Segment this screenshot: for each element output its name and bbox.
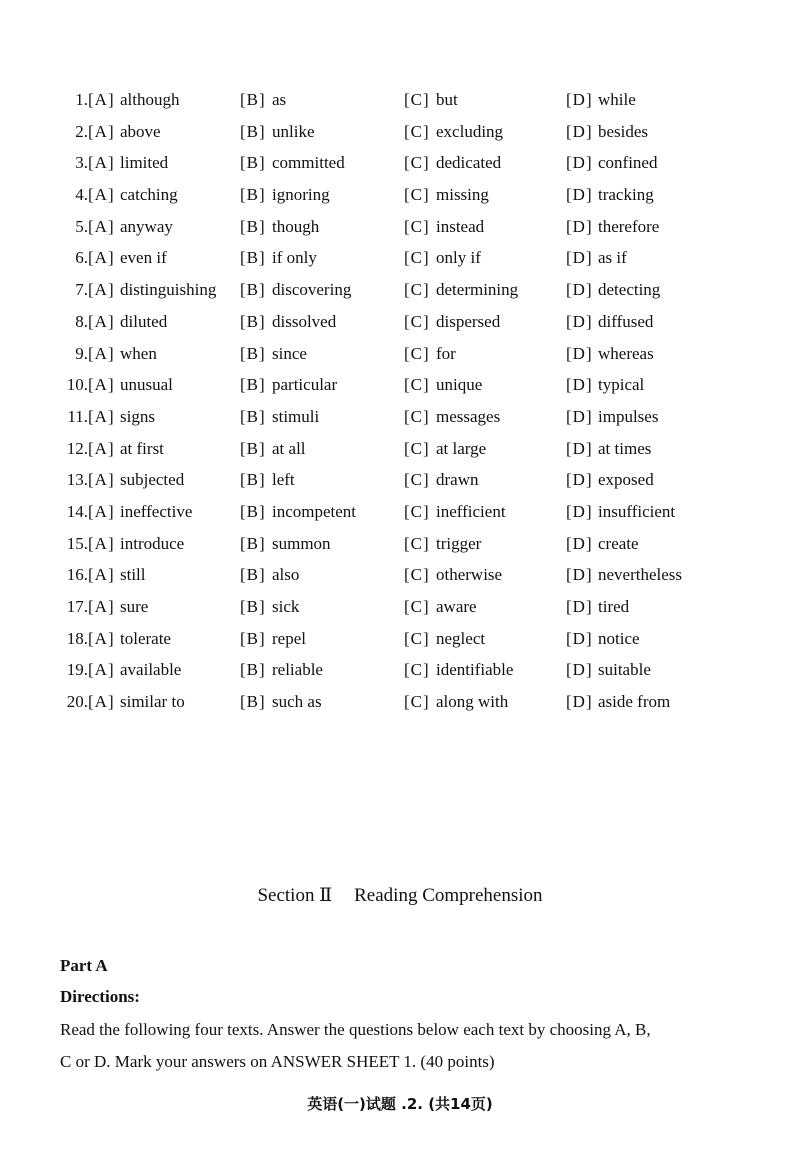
option-text: dedicated: [436, 153, 502, 173]
option-b: [240, 466, 295, 494]
option-c: [404, 625, 485, 653]
option-d: [566, 340, 654, 368]
option-text: dispersed: [436, 311, 501, 331]
option-letter: [B]: [240, 660, 266, 680]
option-a: [88, 403, 155, 431]
option-text: subjected: [120, 470, 185, 490]
question-number: 20.: [66, 692, 88, 712]
option-d: [566, 656, 651, 684]
option-c: [404, 593, 477, 621]
option-text: identifiable: [436, 660, 514, 680]
option-text: suitable: [598, 660, 651, 680]
question-row: [58, 688, 758, 720]
option-letter: [D]: [566, 216, 593, 236]
option-letter: [C]: [404, 406, 430, 426]
question-number: 4.: [75, 185, 88, 205]
option-a: [88, 625, 171, 653]
option-text: nevertheless: [598, 565, 683, 585]
option-letter: [D]: [566, 660, 593, 680]
option-a: [88, 86, 180, 114]
option-text: sick: [272, 597, 300, 616]
option-text: stimuli: [272, 406, 320, 426]
option-letter: [D]: [566, 280, 593, 300]
option-text: diluted: [120, 311, 168, 331]
option-b: [240, 561, 299, 589]
option-c: [404, 149, 501, 177]
option-letter: [C]: [404, 153, 430, 173]
option-text: at all: [272, 438, 306, 458]
option-a: [88, 308, 167, 336]
option-letter: [A]: [88, 311, 115, 331]
option-letter: [A]: [88, 628, 115, 648]
option-letter: [A]: [88, 248, 115, 268]
question-number: 18.: [66, 628, 88, 648]
option-d: [566, 308, 653, 336]
option-a: [88, 530, 184, 558]
question-row: [58, 656, 758, 688]
section-title: Reading Comprehension: [354, 885, 543, 906]
option-letter: [A]: [88, 280, 115, 300]
option-c: [404, 276, 518, 304]
question-row: [58, 118, 758, 150]
option-letter: [D]: [566, 406, 593, 426]
option-a: [88, 561, 146, 589]
option-text: create: [598, 533, 639, 553]
option-letter: [D]: [566, 121, 593, 141]
option-a: [88, 276, 216, 304]
question-row: [58, 561, 758, 593]
option-letter: [A]: [88, 565, 115, 585]
option-text: unusual: [120, 375, 173, 395]
question-row: [58, 371, 758, 403]
option-text: anyway: [120, 216, 173, 236]
question-number: 14.: [66, 501, 88, 521]
option-letter: [D]: [566, 692, 593, 712]
option-text: instead: [436, 216, 485, 236]
option-text: above: [120, 121, 161, 141]
option-text: also: [272, 565, 300, 585]
option-c: [404, 530, 481, 558]
option-letter: [D]: [566, 470, 593, 490]
option-text: available: [120, 660, 182, 680]
option-letter: [B]: [240, 121, 266, 141]
option-text: at times: [598, 438, 652, 458]
option-b: [240, 213, 319, 241]
option-c: [404, 435, 486, 463]
option-letter: [D]: [566, 153, 593, 173]
option-letter: [C]: [404, 628, 430, 648]
option-letter: [B]: [240, 375, 266, 395]
option-text: neglect: [436, 628, 486, 648]
option-letter: [D]: [566, 311, 593, 331]
question-row: [58, 340, 758, 372]
option-c: [404, 181, 489, 209]
option-text: signs: [120, 406, 155, 426]
option-text: but: [436, 90, 458, 109]
option-letter: [B]: [240, 533, 266, 553]
option-c: [404, 403, 500, 431]
option-letter: [B]: [240, 470, 266, 490]
option-c: [404, 213, 484, 241]
option-letter: [C]: [404, 533, 430, 553]
option-letter: [D]: [566, 343, 593, 363]
option-text: inefficient: [436, 501, 506, 521]
option-letter: [B]: [240, 343, 266, 363]
option-letter: [D]: [566, 438, 593, 458]
option-letter: [D]: [566, 597, 593, 616]
option-text: when: [120, 343, 157, 363]
option-c: [404, 308, 500, 336]
option-b: [240, 688, 322, 716]
section-number: Section Ⅱ: [257, 885, 333, 906]
question-number: 8.: [75, 311, 88, 331]
option-text: ineffective: [120, 501, 193, 521]
option-b: [240, 244, 317, 272]
option-text: detecting: [598, 280, 661, 300]
question-row: [58, 86, 758, 118]
option-d: [566, 435, 651, 463]
option-text: excluding: [436, 121, 504, 141]
option-text: messages: [436, 406, 501, 426]
option-d: [566, 498, 675, 526]
option-c: [404, 118, 503, 146]
option-letter: [B]: [240, 90, 266, 109]
option-letter: [B]: [240, 185, 266, 205]
option-d: [566, 625, 640, 653]
option-text: catching: [120, 185, 178, 205]
option-letter: [D]: [566, 565, 593, 585]
option-a: [88, 688, 185, 716]
option-b: [240, 530, 331, 558]
option-text: notice: [598, 628, 640, 648]
option-letter: [D]: [566, 185, 593, 205]
option-c: [404, 244, 481, 272]
option-letter: [A]: [88, 121, 115, 141]
directions-text: [60, 1014, 720, 1078]
option-text: tolerate: [120, 628, 171, 648]
question-number: 7.: [75, 280, 88, 300]
option-b: [240, 593, 299, 621]
option-letter: [A]: [88, 533, 115, 553]
option-text: otherwise: [436, 565, 503, 585]
directions-line-1: Read the following four texts. Answer the questions below each text by choosing A, B,: [60, 1020, 651, 1039]
option-a: [88, 498, 192, 526]
option-text: tracking: [598, 185, 654, 205]
option-text: even if: [120, 248, 167, 268]
option-text: at first: [120, 438, 164, 458]
option-text: trigger: [436, 533, 482, 553]
option-letter: [A]: [88, 375, 115, 395]
option-letter: [C]: [404, 343, 430, 363]
question-row: [58, 466, 758, 498]
option-c: [404, 340, 456, 368]
option-letter: [C]: [404, 438, 430, 458]
option-text: left: [272, 470, 295, 490]
option-letter: [A]: [88, 438, 115, 458]
part-title: Part A: [60, 956, 108, 975]
option-text: along with: [436, 692, 509, 712]
option-text: sure: [120, 597, 149, 616]
option-letter: [A]: [88, 406, 115, 426]
option-c: [404, 371, 482, 399]
option-b: [240, 181, 330, 209]
option-b: [240, 371, 337, 399]
option-text: only if: [436, 248, 481, 268]
option-c: [404, 466, 478, 494]
option-text: still: [120, 565, 146, 585]
question-list: [58, 86, 758, 720]
option-b: [240, 276, 351, 304]
question-row: [58, 593, 758, 625]
option-a: [88, 181, 178, 209]
option-b: [240, 340, 307, 368]
question-row: [58, 181, 758, 213]
option-letter: [A]: [88, 153, 115, 173]
option-letter: [B]: [240, 216, 266, 236]
option-text: at large: [436, 438, 487, 458]
option-letter: [D]: [566, 533, 593, 553]
option-text: although: [120, 90, 180, 109]
option-a: [88, 118, 161, 146]
option-letter: [B]: [240, 692, 266, 712]
option-letter: [B]: [240, 153, 266, 173]
question-number: 2.: [75, 121, 88, 141]
option-letter: [C]: [404, 121, 430, 141]
option-letter: [D]: [566, 628, 593, 648]
directions-line-2: C or D. Mark your answers on ANSWER SHEET 1. (40 points): [60, 1052, 495, 1071]
option-letter: [C]: [404, 185, 430, 205]
option-b: [240, 656, 323, 684]
question-row: [58, 625, 758, 657]
option-a: [88, 213, 173, 241]
question-row: [58, 276, 758, 308]
option-a: [88, 340, 157, 368]
question-row: [58, 149, 758, 181]
question-row: [58, 244, 758, 276]
option-letter: [D]: [566, 501, 593, 521]
option-c: [404, 688, 508, 716]
option-text: diffused: [598, 311, 654, 331]
option-letter: [A]: [88, 216, 115, 236]
option-text: determining: [436, 280, 519, 300]
option-a: [88, 371, 173, 399]
question-number: 9.: [75, 343, 88, 363]
option-text: missing: [436, 185, 489, 205]
option-text: summon: [272, 533, 331, 553]
option-b: [240, 118, 315, 146]
option-text: besides: [598, 121, 649, 141]
option-d: [566, 466, 654, 494]
option-a: [88, 435, 164, 463]
option-d: [566, 244, 627, 272]
option-text: dissolved: [272, 311, 337, 331]
question-row: [58, 403, 758, 435]
option-text: tired: [598, 597, 630, 616]
option-letter: [A]: [88, 692, 115, 712]
option-b: [240, 308, 336, 336]
option-text: reliable: [272, 660, 323, 680]
option-letter: [B]: [240, 628, 266, 648]
option-d: [566, 593, 629, 621]
option-d: [566, 118, 648, 146]
option-d: [566, 213, 659, 241]
option-letter: [C]: [404, 375, 430, 395]
option-a: [88, 244, 167, 272]
option-letter: [C]: [404, 501, 430, 521]
option-text: as: [272, 90, 287, 109]
option-text: similar to: [120, 692, 185, 712]
option-text: insufficient: [598, 501, 676, 521]
directions-label: Directions:: [60, 987, 140, 1006]
option-text: unique: [436, 375, 483, 395]
option-text: introduce: [120, 533, 185, 553]
option-letter: [C]: [404, 280, 430, 300]
option-letter: [B]: [240, 280, 266, 300]
option-letter: [A]: [88, 90, 115, 109]
option-text: aside from: [598, 692, 671, 712]
question-row: [58, 498, 758, 530]
option-letter: [D]: [566, 90, 593, 109]
option-letter: [C]: [404, 311, 430, 331]
option-text: aware: [436, 597, 477, 616]
question-number: 12.: [66, 438, 88, 458]
option-a: [88, 656, 181, 684]
option-letter: [B]: [240, 501, 266, 521]
option-letter: [C]: [404, 692, 430, 712]
option-letter: [A]: [88, 470, 115, 490]
option-b: [240, 86, 286, 114]
option-text: drawn: [436, 470, 479, 490]
option-d: [566, 561, 682, 589]
question-row: [58, 213, 758, 245]
question-number: 11.: [67, 406, 88, 426]
option-text: while: [598, 90, 636, 109]
option-text: if only: [272, 248, 317, 268]
option-letter: [D]: [566, 375, 593, 395]
option-letter: [A]: [88, 660, 115, 680]
option-letter: [B]: [240, 597, 266, 616]
option-c: [404, 86, 458, 114]
option-c: [404, 498, 506, 526]
option-text: since: [272, 343, 307, 363]
question-number: 3.: [75, 153, 88, 173]
option-letter: [B]: [240, 406, 266, 426]
option-a: [88, 466, 184, 494]
option-text: confined: [598, 153, 658, 173]
option-text: committed: [272, 153, 345, 173]
option-text: impulses: [598, 406, 659, 426]
question-number: 13.: [66, 470, 88, 490]
option-text: as if: [598, 248, 627, 268]
question-number: 1.: [75, 90, 88, 109]
option-text: therefore: [598, 216, 660, 236]
option-a: [88, 149, 168, 177]
question-number: 17.: [66, 597, 88, 616]
question-number: 15.: [66, 533, 88, 553]
option-letter: [A]: [88, 501, 115, 521]
option-text: repel: [272, 628, 306, 648]
option-letter: [C]: [404, 248, 430, 268]
option-letter: [B]: [240, 438, 266, 458]
option-text: for: [436, 343, 456, 363]
option-d: [566, 86, 636, 114]
option-letter: [A]: [88, 343, 115, 363]
question-number: 16.: [66, 565, 88, 585]
question-number: 5.: [75, 216, 88, 236]
option-text: though: [272, 216, 320, 236]
option-text: ignoring: [272, 185, 330, 205]
option-letter: [B]: [240, 311, 266, 331]
option-b: [240, 149, 345, 177]
option-d: [566, 276, 660, 304]
option-c: [404, 656, 513, 684]
option-text: distinguishing: [120, 280, 217, 300]
option-letter: [C]: [404, 90, 430, 109]
option-letter: [C]: [404, 216, 430, 236]
question-number: 10.: [66, 375, 88, 395]
question-number: 6.: [75, 248, 88, 268]
option-d: [566, 530, 639, 558]
option-text: limited: [120, 153, 169, 173]
option-letter: [A]: [88, 185, 115, 205]
option-a: [88, 593, 148, 621]
option-b: [240, 403, 319, 431]
option-text: particular: [272, 375, 338, 395]
option-letter: [A]: [88, 597, 115, 616]
option-d: [566, 371, 644, 399]
option-d: [566, 403, 658, 431]
option-letter: [D]: [566, 248, 593, 268]
option-text: discovering: [272, 280, 352, 300]
question-row: [58, 435, 758, 467]
option-letter: [C]: [404, 597, 430, 616]
option-d: [566, 181, 654, 209]
option-b: [240, 625, 306, 653]
option-text: such as: [272, 692, 322, 712]
option-letter: [C]: [404, 565, 430, 585]
option-letter: [C]: [404, 660, 430, 680]
option-text: typical: [598, 375, 645, 395]
option-d: [566, 149, 657, 177]
page-footer: 英语(一)试题 .2. (共14页): [307, 1095, 493, 1113]
option-b: [240, 498, 356, 526]
option-c: [404, 561, 502, 589]
option-d: [566, 688, 670, 716]
option-text: exposed: [598, 470, 654, 490]
question-row: [58, 308, 758, 340]
option-letter: [C]: [404, 470, 430, 490]
option-letter: [B]: [240, 565, 266, 585]
option-text: unlike: [272, 121, 315, 141]
question-row: [58, 530, 758, 562]
option-b: [240, 435, 306, 463]
option-text: incompetent: [272, 501, 357, 521]
question-number: 19.: [66, 660, 88, 680]
option-text: whereas: [598, 343, 654, 363]
option-letter: [B]: [240, 248, 266, 268]
section-heading: [0, 884, 800, 907]
